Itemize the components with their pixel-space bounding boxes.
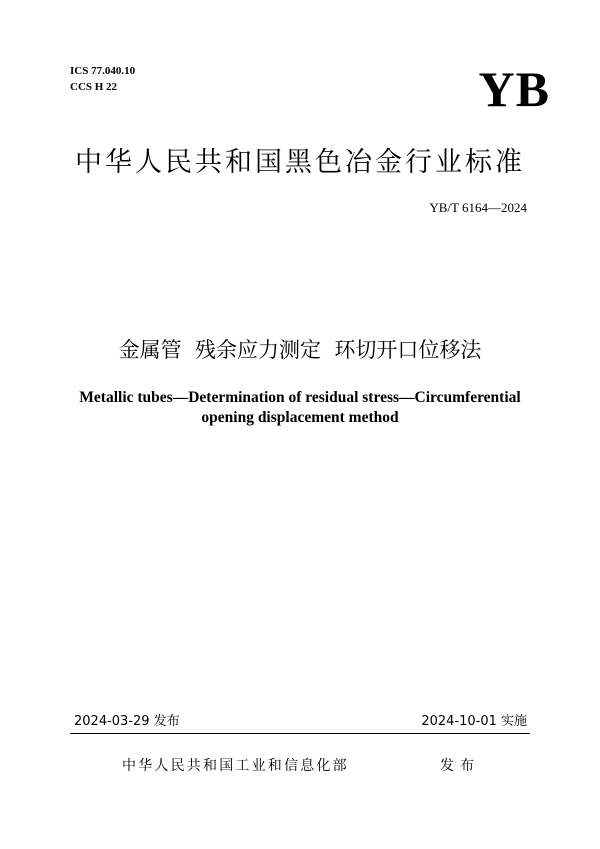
issue-label: 发布: [440, 758, 480, 774]
footer-divider: [70, 733, 530, 734]
ccs-code: CCS H 22: [70, 81, 118, 93]
ics-code: ICS 77.040.10: [70, 65, 136, 77]
document-title-en-line2: opening displacement method: [201, 409, 399, 426]
document-title-en-line1: Metallic tubes—Determination of residual stress—Circumferential: [79, 389, 521, 406]
document-title-cn: 金属管 残余应力测定 环切开口位移法: [118, 338, 482, 362]
implementation-date: 2024-10-01 实施: [421, 714, 527, 729]
document-title-en: [40, 388, 560, 428]
issue-date: 2024-03-29 发布: [74, 714, 180, 729]
standard-category-title: 中华人民共和国黑色冶金行业标准: [75, 147, 525, 178]
yb-logo: YB: [478, 61, 550, 117]
standard-number: YB/T 6164—2024: [429, 200, 527, 215]
issuing-authority: 中华人民共和国工业和信息化部: [122, 758, 349, 774]
